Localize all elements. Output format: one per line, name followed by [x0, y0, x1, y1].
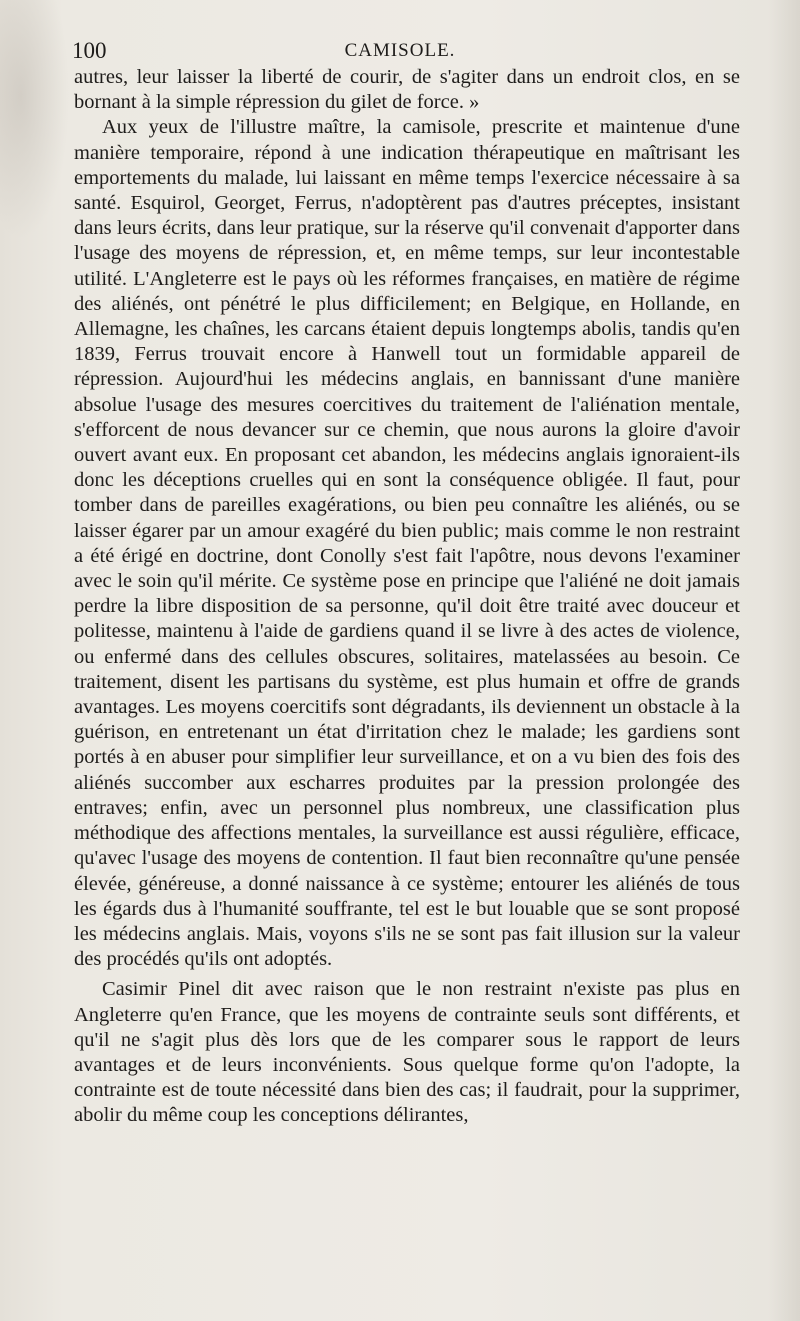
paragraph-casimir-pinel: Casimir Pinel dit avec raison que le non restraint n'existe pas plus en Angleterre qu'en France, que les moyens de contrainte seuls sont différents, et qu'il ne s'agit plus dès lors que de les comparer sous le rapport de leurs avantages et de leurs inconvénients. Sous quelque forme qu'on l'adopte, la contrainte est de toute nécessité dans bien des cas; il faudrait, pour la supprimer, abolir du même coup les conceptions délirantes, [74, 978, 740, 1127]
running-title: CAMISOLE. [344, 40, 456, 61]
page-stain [0, 0, 70, 240]
page-header [72, 38, 728, 64]
paragraph-main: Aux yeux de l'illustre maître, la camisole, prescrite et maintenue d'une manière temporaire, répond à une indication thérapeutique en maîtrisant les emportements du malade, lui laissant en même temps l'exercice nécessaire à sa santé. Esquirol, Georget, Ferrus, n'adoptèrent pas d'autres préceptes, insistant dans leurs écrits, dans leur pratique, sur la réserve qu'il convenait d'apporter dans l'usage des moyens de répression, et, en même temps, sur leur incontestable utilité. L'Angleterre est le pays où les réformes françaises, en matière de régime des aliénés, ont pénétré le plus difficilement; en Belgique, en Hollande, en Allemagne, les chaînes, les carcans étaient depuis longtemps abolis, tandis qu'en 1839, Ferrus trouvait encore à Hanwell tout un formidable appareil de répression. Aujourd'hui les médecins anglais, en bannissant d'une manière absolue l'usage des mesures coercitives du traitement de l'aliénation mentale, s'efforcent de nous devancer sur ce chemin, que nous aurons la gloire d'avoir ouvert avant eux. En proposant cet abandon, les médecins anglais ignoraient-ils donc les déceptions cruelles qui en sont la conséquence obligée. Il faut, pour tomber dans de pareilles exagérations, ou bien peu connaître les aliénés, ou se laisser égarer par un amour exagéré du bien public; mais comme le non restraint a été érigé en doctrine, dont Conolly s'est fait l'apôtre, nous devons l'examiner avec le soin qu'il mérite. Ce système pose en principe que l'aliéné ne doit jamais perdre la libre disposition de sa personne, qu'il doit être traité avec douceur et politesse, maintenu à l'aide de gardiens quand il se livre à des actes de violence, ou enfermé dans des cellules obscures, solitaires, matelassées au besoin. Ce traitement, disent les partisans du système, est plus humain et offre de grands avantages. Les moyens coercitifs sont dégradants, ils deviennent un obstacle à la guérison, en entretenant un état d'irritation chez le malade; les gardiens sont portés à en abuser pour simplifier leur surveillance, et on a vu bien des fois des aliénés succomber aux escharres produites par la pression prolongée des entraves; enfin, avec un personnel plus nombreux, une classification plus méthodique des affections mentales, la surveillance est aussi régulière, efficace, qu'avec l'usage des moyens de contention. Il faut bien reconnaître qu'une pensée élevée, généreuse, a donné naissance à ce système; entourer les aliénés de tous les égards dus à l'humanité souffrante, tel est le but louable que se sont proposé les médecins anglais. Mais, voyons s'ils ne se sont pas fait illusion sur la valeur des procédés qu'ils ont adoptés. [74, 116, 740, 971]
paragraph-continuation: autres, leur laisser la liberté de courir, de s'agiter dans un endroit clos, en se bornant à la simple répression du gilet de force. » [74, 66, 740, 114]
body-text [74, 65, 740, 1129]
page-number: 100 [72, 38, 107, 63]
